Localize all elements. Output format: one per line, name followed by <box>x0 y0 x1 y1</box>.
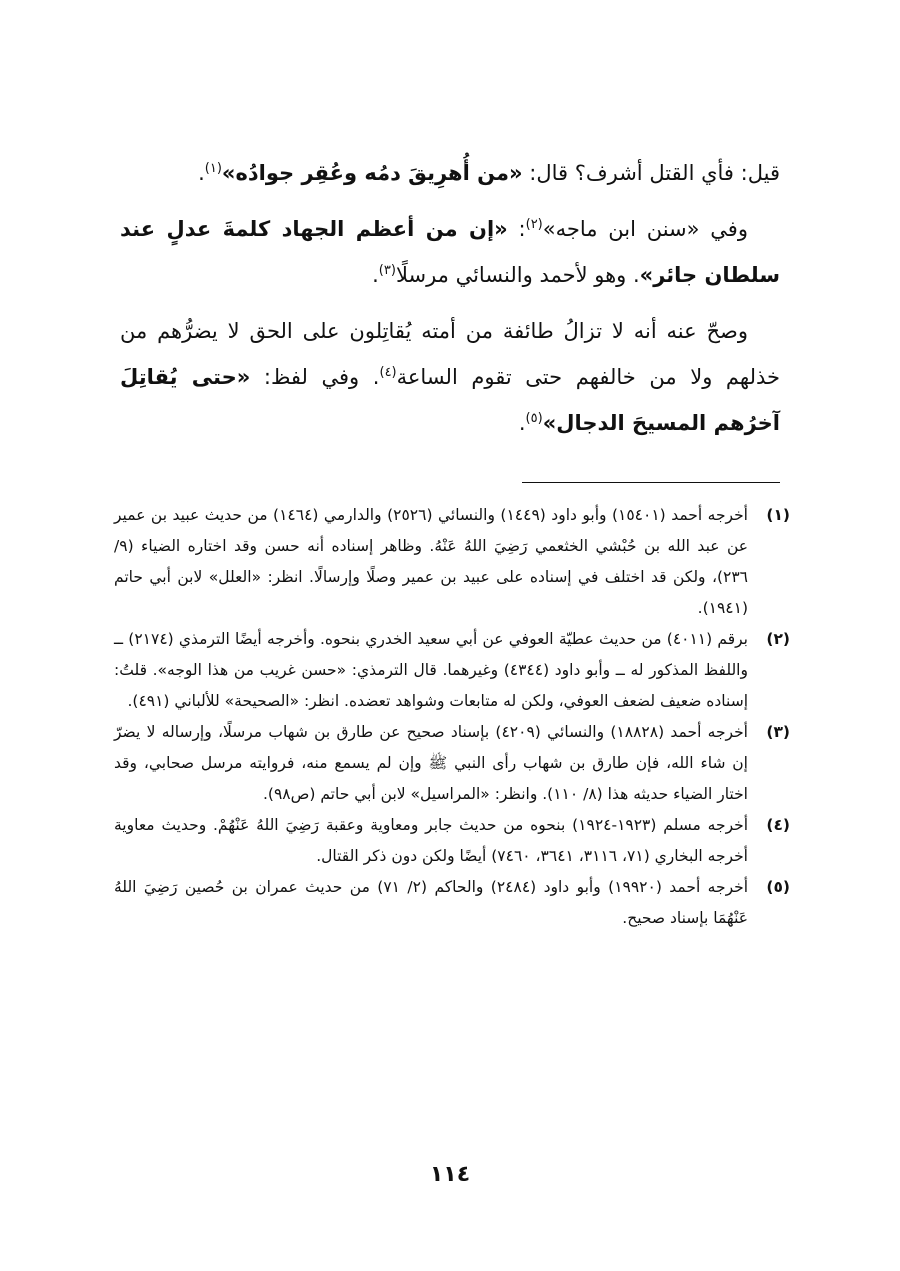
paragraph-3-text-b: . وفي لفظ: <box>250 365 380 389</box>
footnote-2 <box>114 624 790 717</box>
footnote-text: أخرجه مسلم (١٩٢٣-١٩٢٤) بنحوه من حديث جابر ومعاوية وعقبة رَضِيَ اللهُ عَنْهُمْ. وحديث معاوية أخرجه البخاري (٧١، ٣١١٦، ٣٦٤١، ٧٤٦٠) أيضًا ولكن دون ذكر القتال. <box>114 816 749 865</box>
page-number: ١١٤ <box>429 1162 471 1187</box>
footnote-ref-2[interactable]: (٢) <box>525 217 543 232</box>
paragraph-2-text-c: . وهو لأحمد والنسائي مرسلًا <box>395 263 640 287</box>
hadith-quote-1: «من أُهرِيقَ دمُه وعُقِر جوادُه» <box>221 161 523 185</box>
footnotes <box>114 500 790 934</box>
footnote-text: أخرجه أحمد (١٥٤٠١) وأبو داود (١٤٤٩) والنسائي (٢٥٢٦) والدارمي (١٤٦٤) من حديث عبيد بن عمير عن عبد الله بن حُبْشي الخثعمي رَضِيَ اللهُ عَنْهُ. وظاهر إسناده أنه حسن وقد اختاره الضياء (٩/ ٢٣٦)، ولكن قد اختلف في إسناده على عبيد بن عمير وصلًا وإرسالًا. انظر: «العلل» لابن أبي حاتم (١٩٤١). <box>114 506 748 617</box>
footnote-number: (٢) <box>766 630 790 648</box>
paragraph-1-text: قيل: فأي القتل أشرف؟ قال: <box>522 161 780 185</box>
footnote-text: أخرجه أحمد (١٨٨٢٨) والنسائي (٤٢٠٩) بإسناد صحيح عن طارق بن شهاب مرسلًا، وإرساله لا يضرّ إن شاء الله، فإن طارق بن شهاب رأى النبي ﷺ وإن لم يسمع منه، فروايته مرسل صحابي، وقد اختار الضياء حديثه هذا (٨/ ١١٠). وانظر: «المراسيل» لابن أبي حاتم (ص٩٨). <box>114 723 748 803</box>
paragraph-2 <box>120 206 780 298</box>
footnote-divider <box>522 482 780 483</box>
footnote-number: (١) <box>766 506 790 524</box>
footnote-number: (٣) <box>766 723 790 741</box>
paragraph-3-end: . <box>518 411 526 435</box>
footnote-number: (٥) <box>766 878 790 896</box>
hadith-quote-3: «حتى يُقاتِلَ آخرُهم المسيحَ الدجال» <box>120 365 780 435</box>
paragraph-1 <box>120 150 780 196</box>
main-text <box>120 150 780 456</box>
footnote-ref-3[interactable]: (٣) <box>378 263 396 278</box>
footnote-4 <box>114 810 790 872</box>
footnote-3 <box>114 717 790 810</box>
paragraph-2-end: . <box>372 263 379 287</box>
footnote-text: أخرجه أحمد (١٩٩٢٠) وأبو داود (٢٤٨٤) والحاكم (٢/ ٧١) من حديث عمران بن حُصين رَضِيَ اللهُ عَنْهُمَا بإسناد صحيح. <box>114 878 749 927</box>
paragraph-1-end: . <box>198 161 205 185</box>
footnote-ref-5[interactable]: (٥) <box>525 411 543 426</box>
paragraph-3-text-a: وصحّ عنه أنه لا تزالُ طائفة من أمته يُقاتِلون على الحق لا يضرُّهم من خذلهم ولا من خالفهم حتى تقوم الساعة <box>120 319 780 389</box>
footnote-5 <box>114 872 790 934</box>
footnote-number: (٤) <box>766 816 790 834</box>
footnote-1 <box>114 500 790 624</box>
paragraph-2-text-a: وفي «سنن ابن ماجه» <box>542 217 748 241</box>
footnote-ref-4[interactable]: (٤) <box>379 365 397 380</box>
paragraph-3 <box>120 308 780 446</box>
footnote-text: برقم (٤٠١١) من حديث عطيّة العوفي عن أبي سعيد الخدري بنحوه. وأخرجه أيضًا الترمذي (٢١٧٤) ــ واللفظ المذكور له ــ وأبو داود (٤٣٤٤) وغيرهما. قال الترمذي: «حسن غريب من هذا الوجه». قلتُ: إسناده ضعيف لضعف العوفي، ولكن له متابعات وشواهد تعضده. انظر: «الصحيحة» للألباني (٤٩١). <box>114 630 748 710</box>
footnote-ref-1[interactable]: (١) <box>204 161 222 176</box>
hadith-quote-2: «إن من أعظم الجهاد كلمةَ عدلٍ عند سلطان جائر» <box>120 217 780 287</box>
paragraph-2-text-b: : <box>507 217 526 241</box>
